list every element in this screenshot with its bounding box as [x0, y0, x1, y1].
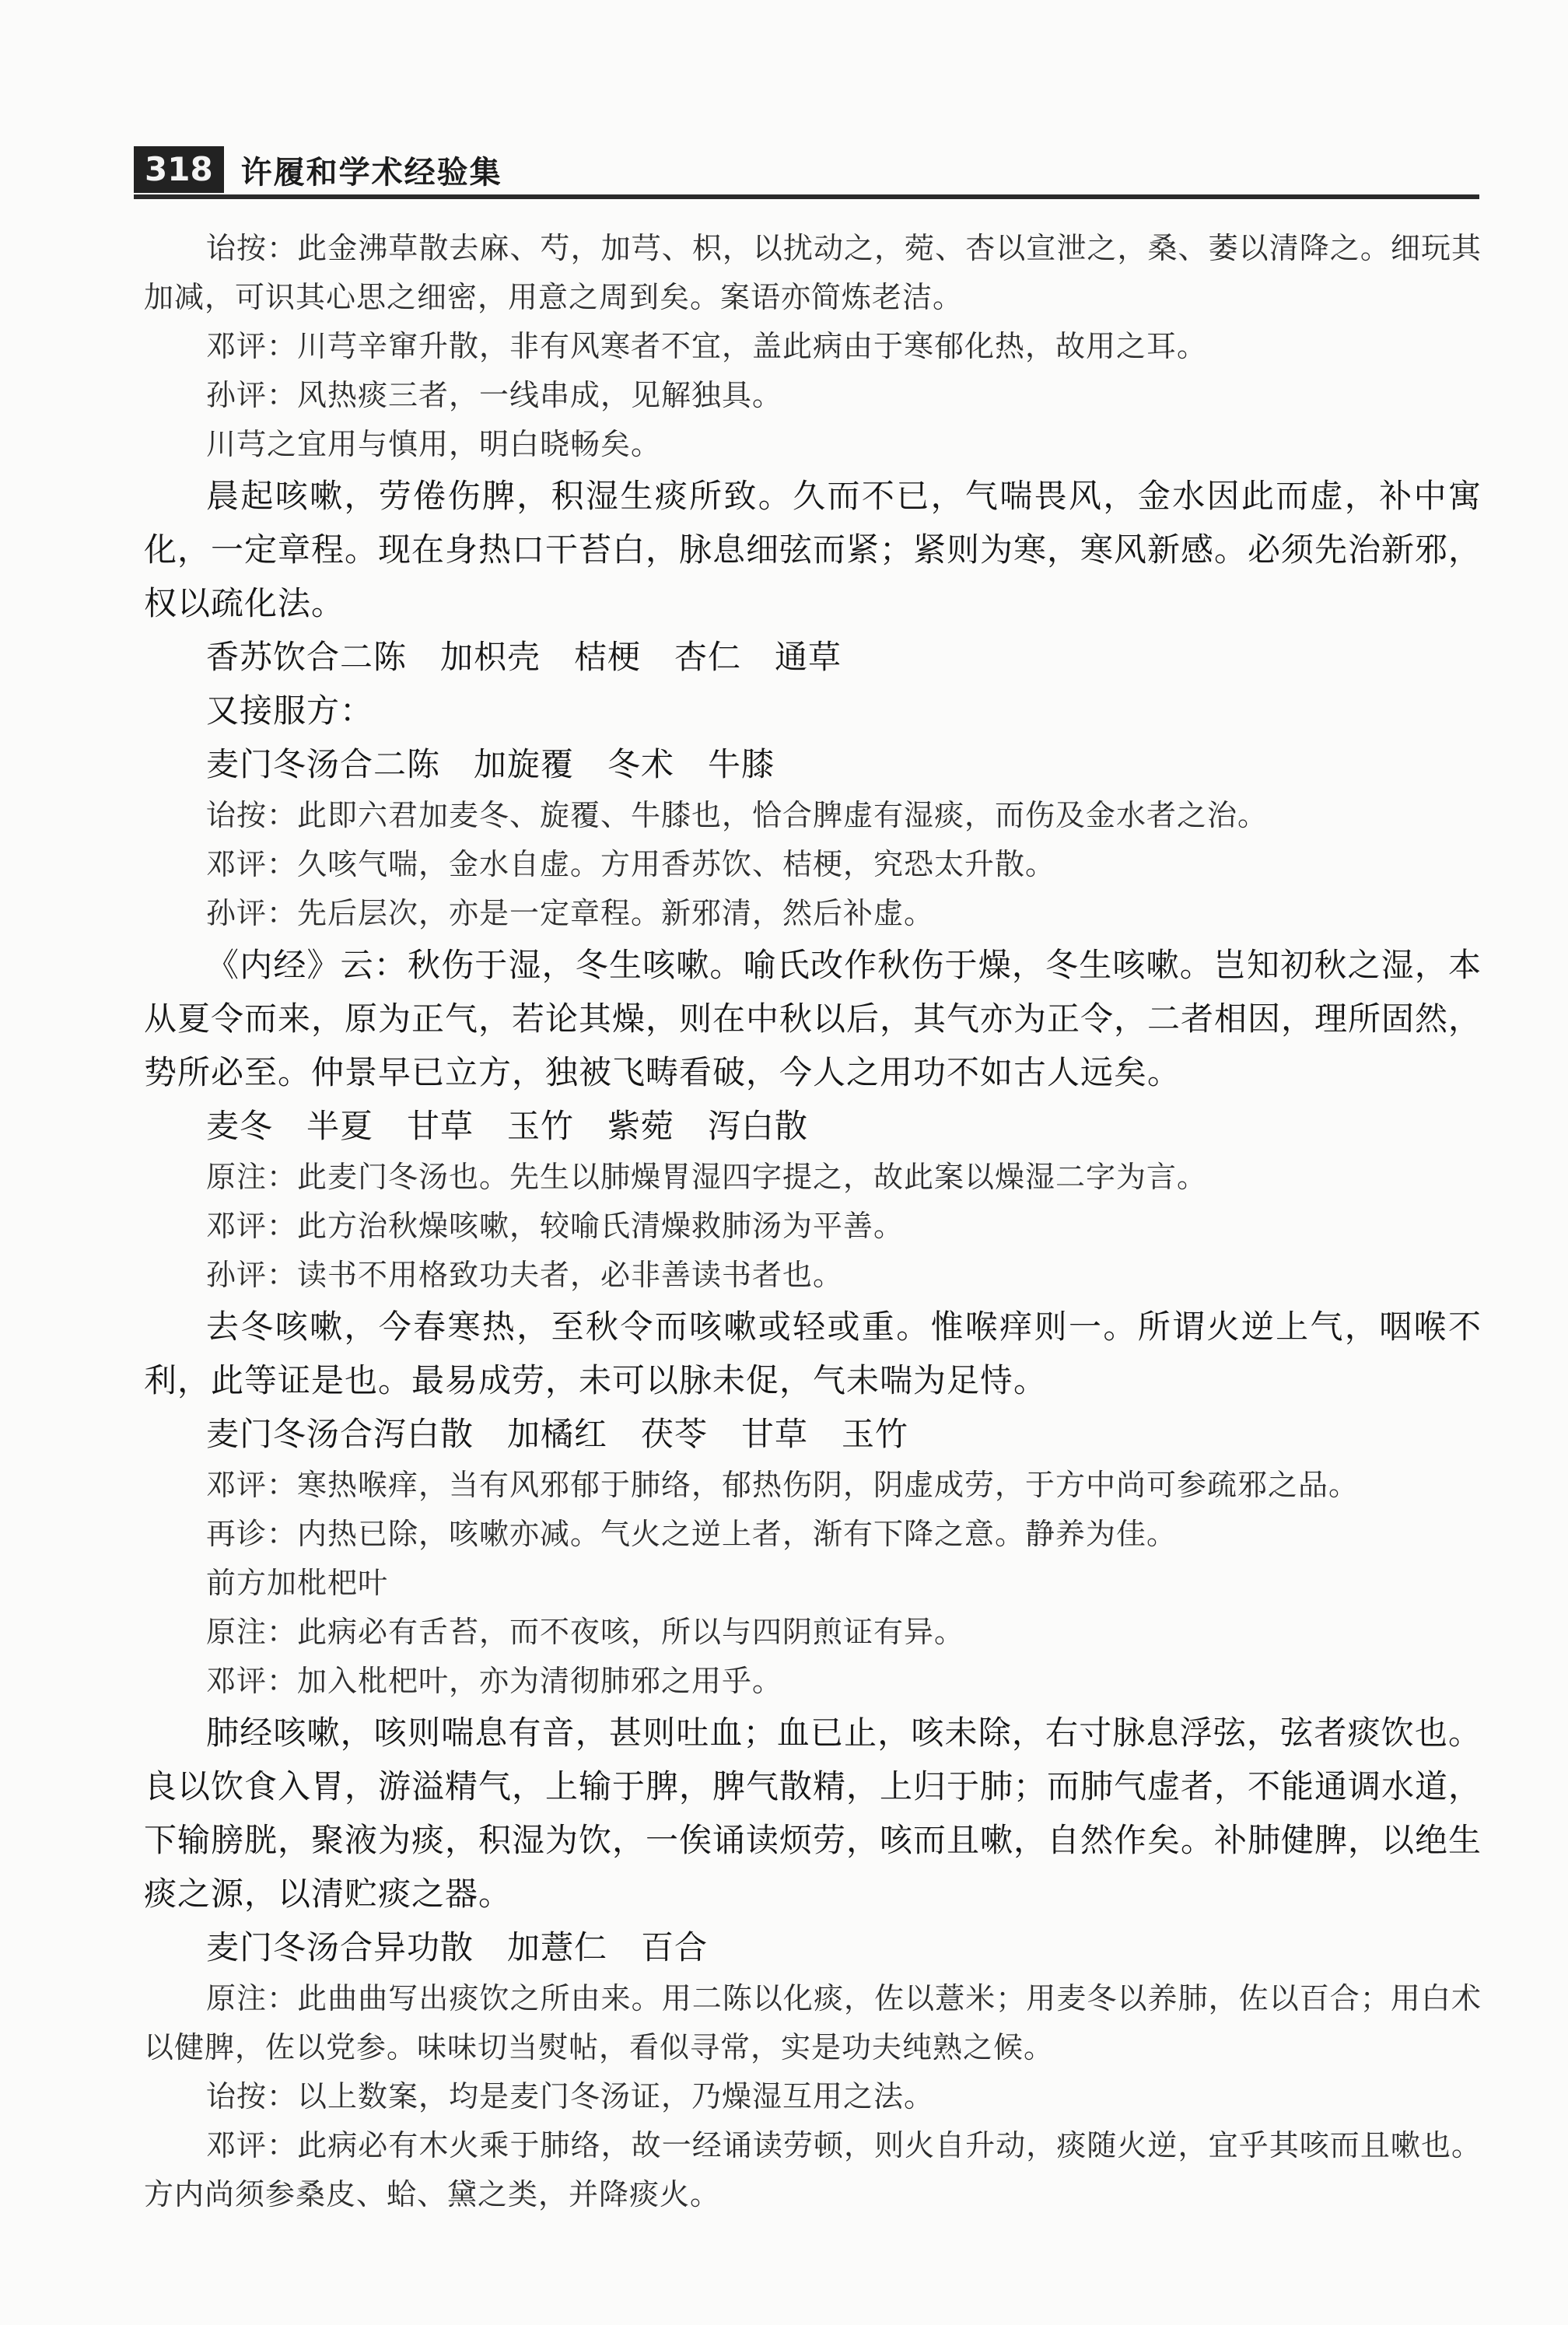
commentary-paragraph: 川芎之宜用与慎用，明白晓畅矣。: [206, 427, 662, 461]
page-number: 318: [134, 146, 224, 193]
commentary-paragraph: 再诊：内热已除，咳嗽亦减。气火之逆上者，渐有下降之意。静养为佳。: [206, 1517, 1178, 1551]
commentary-paragraph: 诒按：此金沸草散去麻、芍，加芎、枳，以扰动之，菀、杏以宣泄之，桑、萎以清降之。细玩其加减，可识其心思之细密，用意之周到矣。案语亦简炼老洁。: [144, 231, 1482, 314]
commentary-paragraph: 邓评：寒热喉痒，当有风邪郁于肺络，郁热伤阴，阴虚成劳，于方中尚可参疏邪之品。: [206, 1468, 1360, 1502]
prescription-line: 麦门冬汤合泻白散 加橘红 茯苓 甘草 玉竹: [206, 1415, 909, 1453]
page-body: [144, 224, 1482, 2219]
book-title: 许履和学术经验集: [240, 154, 502, 191]
running-header: [134, 145, 502, 194]
prescription-line: 香苏饮合二陈 加枳壳 桔梗 杏仁 通草: [206, 638, 842, 676]
header-rule: [134, 194, 1479, 199]
commentary-paragraph: 诒按：以上数案，均是麦门冬汤证，乃燥湿互用之法。: [206, 2079, 935, 2113]
commentary-paragraph: 邓评：川芎辛窜升散，非有风寒者不宜，盖此病由于寒郁化热，故用之耳。: [206, 329, 1208, 363]
commentary-paragraph: 孙评：先后层次，亦是一定章程。新邪清，然后补虚。: [206, 896, 935, 930]
prescription-line: 麦门冬汤合异功散 加薏仁 百合: [206, 1928, 709, 1966]
case-paragraph: 肺经咳嗽，咳则喘息有音，甚则吐血；血已止，咳未除，右寸脉息浮弦，弦者痰饮也。良以饮食入胃，游溢精气，上输于脾，脾气散精，上归于肺；而肺气虚者，不能通调水道，下输膀胱，聚液为痰，积湿为饮，一俟诵读烦劳，咳而且嗽，自然作矣。补肺健脾，以绝生痰之源，以清贮痰之器。: [144, 1714, 1482, 1913]
commentary-paragraph: 邓评：此病必有木火乘于肺络，故一经诵读劳顿，则火自升动，痰随火逆，宜乎其咳而且嗽也。方内尚须参桑皮、蛤、黛之类，并降痰火。: [144, 2128, 1482, 2211]
commentary-paragraph: 诒按：此即六君加麦冬、旋覆、牛膝也，恰合脾虚有湿痰，而伤及金水者之治。: [206, 798, 1269, 832]
commentary-paragraph: 孙评：风热痰三者，一线串成，见解独具。: [206, 378, 783, 412]
commentary-paragraph: 邓评：加入枇杷叶，亦为清彻肺邪之用乎。: [206, 1664, 783, 1698]
commentary-paragraph: 原注：此曲曲写出痰饮之所由来。用二陈以化痰，佐以薏米；用麦冬以养肺，佐以百合；用白术以健脾，佐以党参。味味切当熨帖，看似寻常，实是功夫纯熟之候。: [144, 1981, 1482, 2064]
commentary-paragraph: 邓评：久咳气喘，金水自虚。方用香苏饮、桔梗，究恐太升散。: [206, 847, 1056, 881]
prescription-line: 麦冬 半夏 甘草 玉竹 紫菀 泻白散: [206, 1107, 809, 1145]
case-paragraph: 晨起咳嗽，劳倦伤脾，积湿生痰所致。久而不已，气喘畏风，金水因此而虚，补中寓化，一定章程。现在身热口干苔白，脉息细弦而紧；紧则为寒，寒风新感。必须先治新邪，权以疏化法。: [144, 477, 1482, 622]
commentary-paragraph: 孙评：读书不用格致功夫者，必非善读书者也。: [206, 1258, 844, 1292]
commentary-paragraph: 原注：此麦门冬汤也。先生以肺燥胃湿四字提之，故此案以燥湿二字为言。: [206, 1160, 1208, 1194]
commentary-paragraph: 原注：此病必有舌苔，而不夜咳，所以与四阴煎证有异。: [206, 1615, 965, 1649]
commentary-paragraph: 前方加枇杷叶: [206, 1566, 389, 1600]
case-paragraph: 《内经》云：秋伤于湿，冬生咳嗽。喻氏改作秋伤于燥，冬生咳嗽。岂知初秋之湿，本从夏令而来，原为正气，若论其燥，则在中秋以后，其气亦为正令，二者相因，理所固然，势所必至。仲景早已立方，独被飞畴看破，今人之用功不如古人远矣。: [144, 946, 1482, 1091]
prescription-line: 麦门冬汤合二陈 加旋覆 冬术 牛膝: [206, 745, 775, 783]
case-paragraph: 去冬咳嗽，今春寒热，至秋令而咳嗽或轻或重。惟喉痒则一。所谓火逆上气，咽喉不利，此等证是也。最易成劳，未可以脉未促，气未喘为足恃。: [144, 1308, 1482, 1399]
commentary-paragraph: 邓评：此方治秋燥咳嗽，较喻氏清燥救肺汤为平善。: [206, 1209, 905, 1243]
prescription-line: 又接服方：: [206, 692, 374, 730]
